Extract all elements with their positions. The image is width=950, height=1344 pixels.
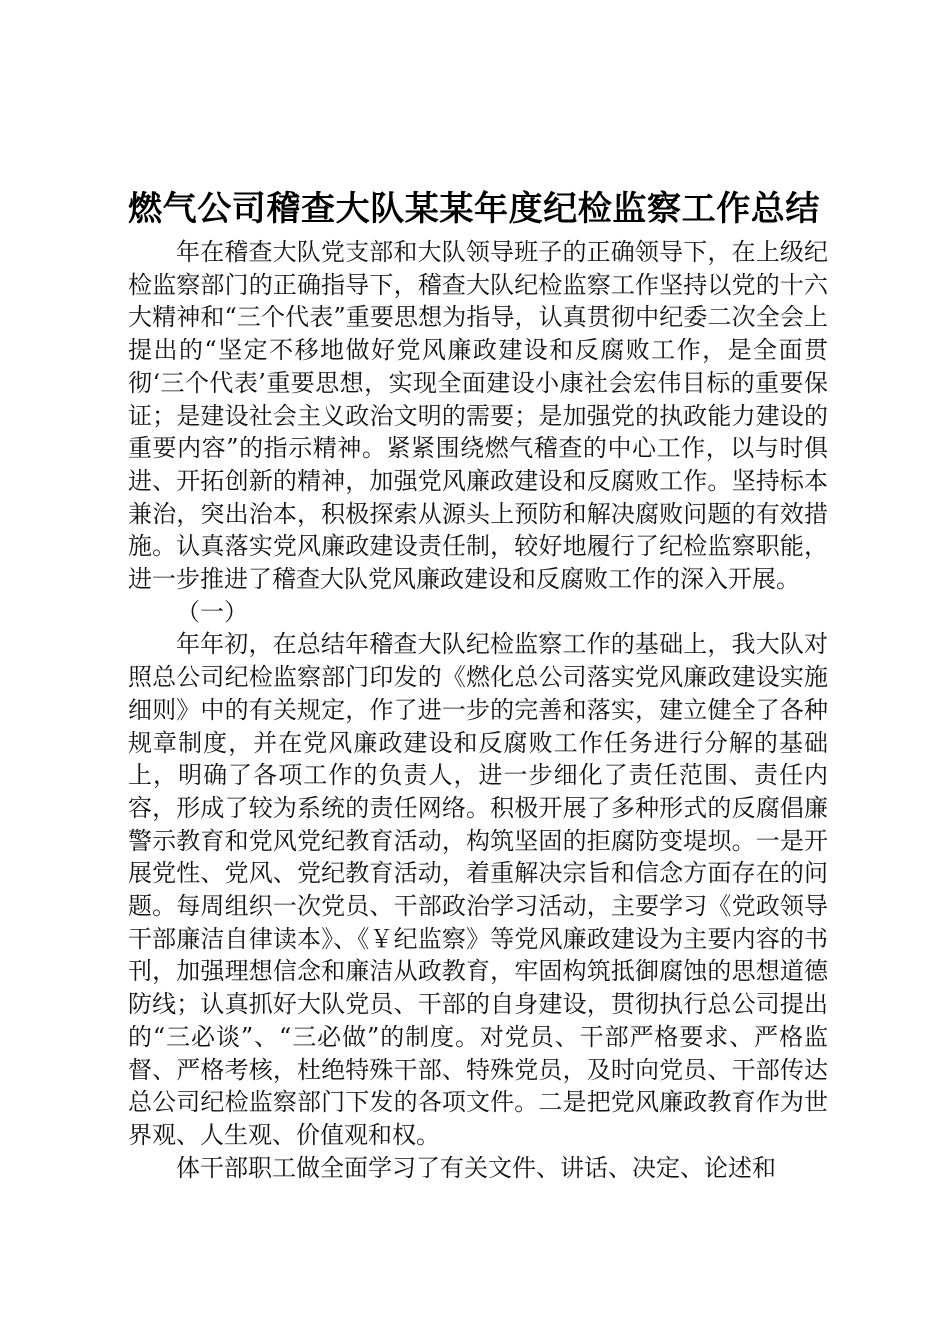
- section-heading-1: （一）: [176, 597, 248, 626]
- document-body: [128, 236, 828, 1184]
- paragraph-continuation: 体干部职工做全面学习了有关文件、讲话、决定、论述和: [176, 1153, 776, 1182]
- paragraph-section-1: 年年初，在总结年稽查大队纪检监察工作的基础上，我大队对照总公司纪检监察部门印发的《燃化总公司落实党风廉政建设实施细则》中的有关规定，作了进一步的完善和落实，建立健全了各种规章制度，并在党风廉政建设和反腐败工作任务进行分解的基础上，明确了各项工作的负责人，进一步细化了责任范围、责任内容，形成了较为系统的责任网络。积极开展了多种形式的反腐倡廉警示教育和党风党纪教育活动，构筑坚固的拒腐防变堤坝。一是开展党性、党风、党纪教育活动，着重解决宗旨和信念方面存在的问题。每周组织一次党员、干部政治学习活动，主要学习《党政领导干部廉洁自律读本》、《￥纪监察》等党风廉政建设为主要内容的书刊，加强理想信念和廉洁从政教育，牢固构筑抵御腐蚀的思想道德防线；认真抓好大队党员、干部的自身建设，贯彻执行总公司提出的“三必谈”、“三必做”的制度。对党员、干部严格要求、严格监督、严格考核，杜绝特殊干部、特殊党员，及时向党员、干部传达总公司纪检监察部门下发的各项文件。二是把党风廉政教育作为世界观、人生观、价值观和权。: [128, 630, 828, 1149]
- paragraph-intro: 年在稽查大队党支部和大队领导班子的正确领导下，在上级纪检监察部门的正确指导下，稽查大队纪检监察工作坚持以党的十六大精神和“三个代表”重要思想为指导，认真贯彻中纪委二次全会上提出的“坚定不移地做好党风廉政建设和反腐败工作，是全面贯彻‘三个代表’重要思想，实现全面建设小康社会宏伟目标的重要保证；是建设社会主义政治文明的需要；是加强党的执政能力建设的重要内容”的指示精神。紧紧围绕燃气稽查的中心工作，以与时俱进、开拓创新的精神，加强党风廉政建设和反腐败工作。坚持标本兼治，突出治本，积极探索从源头上预防和解决腐败问题的有效措施。认真落实党风廉政建设责任制，较好地履行了纪检监察职能，进一步推进了稽查大队党风廉政建设和反腐败工作的深入开展。: [128, 238, 828, 594]
- document-title: 燃气公司稽查大队某某年度纪检监察工作总结: [128, 189, 820, 229]
